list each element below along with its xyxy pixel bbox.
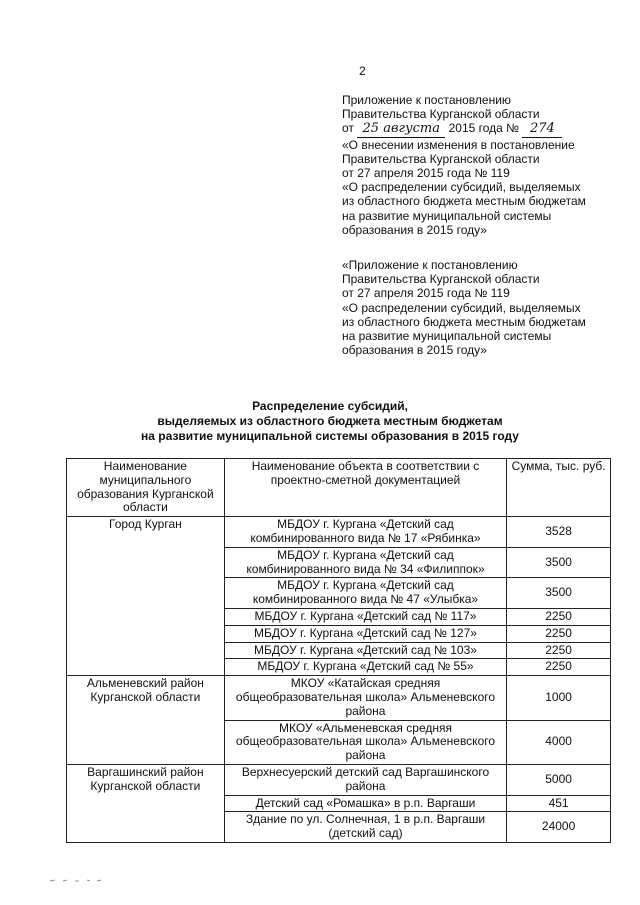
appendix-date-line xyxy=(342,121,632,137)
sum-cell: 451 xyxy=(507,795,611,812)
object-cell: Здание по ул. Солнечная, 1 в р.п. Варгаши (детский сад) xyxy=(224,812,506,843)
title-line: выделяемых из областного бюджета местным бюджетам xyxy=(157,414,503,428)
sum-cell: 2250 xyxy=(507,642,611,659)
header-object: Наименование объекта в соответствии с проектно-сметной документацией xyxy=(224,459,506,517)
table-header-row xyxy=(67,459,611,517)
object-cell: Детский сад «Ромашка» в р.п. Варгаши xyxy=(224,795,506,812)
date-year: 2015 года № xyxy=(448,121,520,136)
page-number: 2 xyxy=(359,64,366,78)
appendix-line: от 27 апреля 2015 года № 119 xyxy=(342,286,510,301)
object-cell: МБДОУ г. Кургана «Детский сад № 103» xyxy=(224,642,506,659)
municipality-cell: Альменевский район Курганской области xyxy=(67,676,225,765)
table-row xyxy=(67,517,611,548)
sum-cell: 3500 xyxy=(507,578,611,609)
document-title xyxy=(100,399,560,444)
handwritten-number: 274 xyxy=(522,122,562,137)
signature-mark xyxy=(49,876,107,884)
municipality-cell: Варгашинский район Курганской области xyxy=(67,764,225,842)
appendix-line: Правительства Курганской области xyxy=(342,272,540,287)
sum-cell: 2250 xyxy=(507,625,611,642)
appendix-line: «О внесении изменения в постановление xyxy=(342,137,575,152)
appendix-line: Правительства Курганской области xyxy=(342,151,540,166)
object-cell: МБДОУ г. Кургана «Детский сад № 117» xyxy=(224,608,506,625)
subsidy-table xyxy=(66,458,611,843)
appendix-line: Приложение к постановлению xyxy=(342,93,511,107)
appendix-line: Правительства Курганской области xyxy=(342,107,540,122)
municipality-cell: Город Курган xyxy=(67,517,225,676)
object-cell: МБДОУ г. Кургана «Детский сад комбинированного вида № 34 «Филиппок» xyxy=(224,547,506,578)
appendix-line: «О распределении субсидий, выделяемых xyxy=(342,180,581,195)
appendix-line: «О распределении субсидий, выделяемых xyxy=(342,300,581,315)
table-row xyxy=(67,676,611,720)
sum-cell: 3500 xyxy=(507,547,611,578)
appendix-original xyxy=(342,258,632,357)
title-line: Распределение субсидий, xyxy=(252,399,408,413)
object-cell: МКОУ «Альменевская средняя общеобразовательная школа» Альменевского района xyxy=(224,720,506,764)
table-row xyxy=(67,764,611,795)
object-cell: МБДОУ г. Кургана «Детский сад комбинированного вида № 17 «Рябинка» xyxy=(224,517,506,548)
title-line: на развитие муниципальной системы образования в 2015 году xyxy=(141,429,519,443)
sum-cell: 24000 xyxy=(507,812,611,843)
object-cell: МБДОУ г. Кургана «Детский сад № 127» xyxy=(224,625,506,642)
appendix-line: из областного бюджета местным бюджетам xyxy=(342,194,586,209)
appendix-line: из областного бюджета местным бюджетам xyxy=(342,314,586,329)
header-municipality: Наименование муниципального образования Курганской области xyxy=(67,459,225,517)
sum-cell: 1000 xyxy=(507,676,611,720)
object-cell: МКОУ «Катайская средняя общеобразовательная школа» Альменевского района xyxy=(224,676,506,720)
appendix-line: образования в 2015 году» xyxy=(342,222,487,237)
sum-cell: 4000 xyxy=(507,720,611,764)
appendix-line: на развитие муниципальной системы xyxy=(342,329,552,344)
appendix-line: на развитие муниципальной системы xyxy=(342,208,552,223)
sum-cell: 2250 xyxy=(507,608,611,625)
date-prefix: от xyxy=(342,121,354,136)
appendix-line: от 27 апреля 2015 года № 119 xyxy=(342,166,510,181)
header-sum: Сумма, тыс. руб. xyxy=(507,459,611,517)
sum-cell: 3528 xyxy=(507,517,611,548)
sum-cell: 2250 xyxy=(507,659,611,676)
object-cell: Верхнесуерский детский сад Варгашинского района xyxy=(224,764,506,795)
object-cell: МБДОУ г. Кургана «Детский сад № 55» xyxy=(224,659,506,676)
object-cell: МБДОУ г. Кургана «Детский сад комбинированного вида № 47 «Улыбка» xyxy=(224,578,506,609)
appendix-line: «Приложение к постановлению xyxy=(342,258,518,272)
sum-cell: 5000 xyxy=(507,764,611,795)
appendix-line: образования в 2015 году» xyxy=(342,343,487,358)
appendix-current xyxy=(342,93,632,237)
handwritten-date: 25 августа xyxy=(357,122,445,137)
